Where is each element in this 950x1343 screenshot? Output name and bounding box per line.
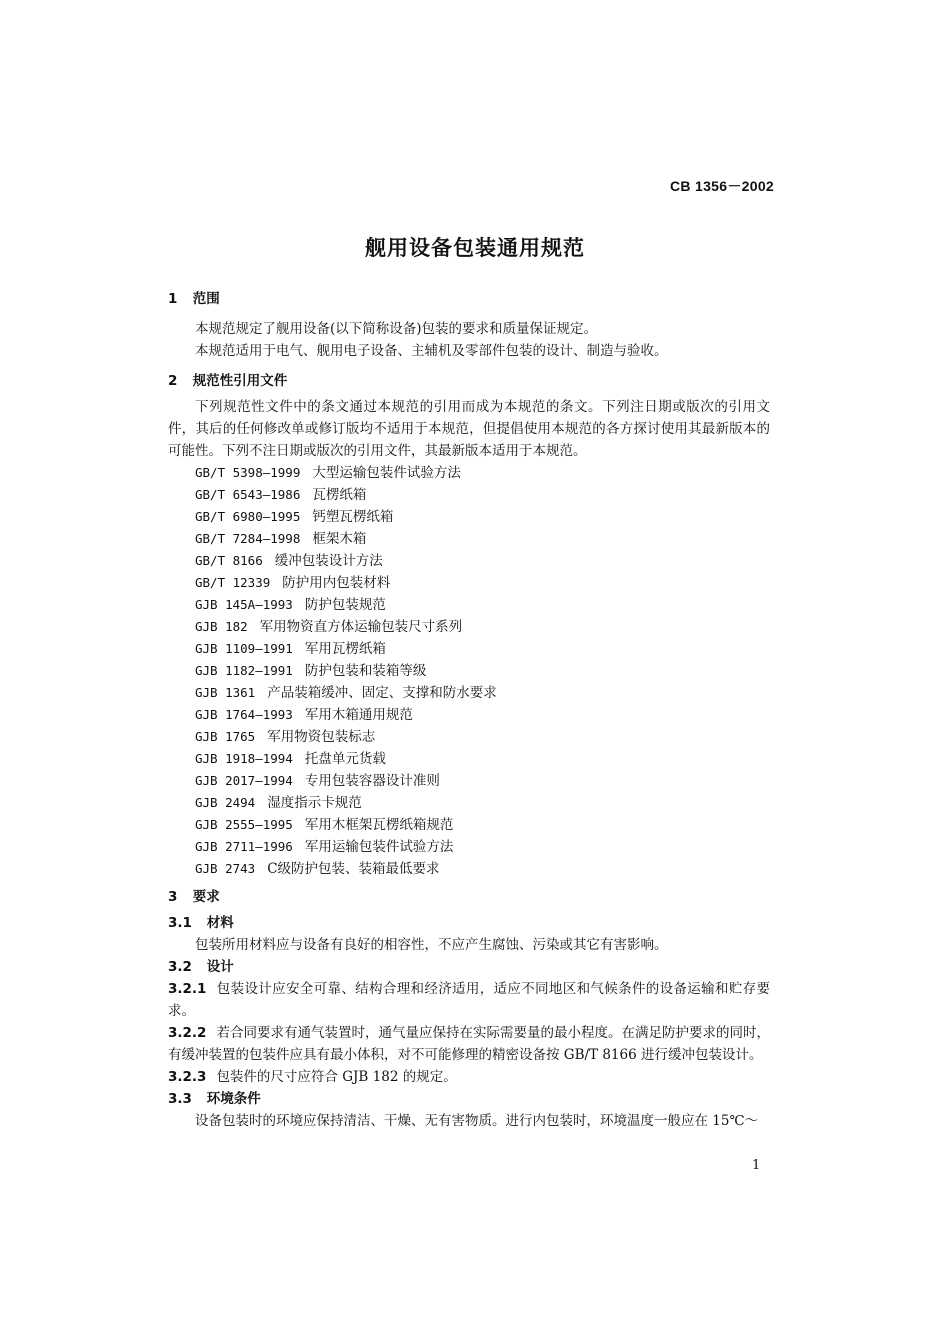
section-2-heading [168,370,770,392]
reference-title: 瓦楞纸箱 [312,487,367,503]
scope-paragraph: 本规范适用于电气、舰用电子设备、主辅机及零部件包装的设计、制造与验收。 [195,343,668,359]
clause-number: 3.2.2 [168,1025,207,1041]
reference-title: 军用瓦楞纸箱 [304,641,386,657]
reference-item [195,462,770,484]
reference-item [195,814,770,836]
reference-item [195,484,770,506]
reference-code: GJB 182 [195,619,248,634]
reference-code: GJB 2555—1995 [195,817,293,832]
clause-number: 3.2.1 [168,981,207,997]
subsection-number: 3.1 [168,915,192,931]
reference-title: 防护包装规范 [304,597,386,613]
reference-title: 防护用内包装材料 [282,575,391,591]
reference-code: GJB 1765 [195,729,256,744]
document-title: 舰用设备包装通用规范 [365,236,585,260]
reference-title: 产品装箱缓冲、固定、支撑和防水要求 [267,685,497,701]
section-title: 要求 [192,889,220,905]
reference-title: 湿度指示卡规范 [267,795,362,811]
reference-code: GB/T 12339 [195,575,271,590]
subsection-title: 设计 [206,959,234,975]
reference-item [195,528,770,550]
reference-item [195,726,770,748]
section-number: 3 [168,889,178,905]
section-title: 范围 [192,291,220,307]
reference-code: GB/T 5398—1999 [195,465,301,480]
reference-title: 军用物资直方体运输包装尺寸系列 [259,619,463,635]
document-code: CB 1356－2002 [670,178,774,194]
reference-title: 缓冲包装设计方法 [274,553,383,569]
reference-code: GB/T 8166 [195,553,263,568]
reference-code: GB/T 6980—1995 [195,509,301,524]
reference-title: 军用木箱通用规范 [304,707,413,723]
subsection-3-3-heading [168,1088,770,1110]
reference-item [195,638,770,660]
clause-3-2-1 [168,978,770,1022]
page-number: 1 [752,1158,761,1173]
reference-item [195,792,770,814]
section-number: 1 [168,291,178,307]
section-number: 2 [168,373,178,389]
section-title: 规范性引用文件 [192,373,288,389]
reference-item [195,616,770,638]
reference-item [195,770,770,792]
reference-list [168,462,770,880]
document-body [168,288,770,1132]
reference-code: GJB 2017—1994 [195,773,293,788]
environment-paragraph: 设备包装时的环境应保持清洁、干燥、无有害物质。进行内包装时，环境温度一般应在 15℃～ [195,1113,759,1129]
reference-item [195,660,770,682]
reference-title: 钙塑瓦楞纸箱 [312,509,394,525]
reference-code: GJB 1918—1994 [195,751,293,766]
reference-title: 军用运输包装件试验方法 [304,839,454,855]
reference-title: 大型运输包装件试验方法 [312,465,461,481]
reference-code: GJB 2711—1996 [195,839,293,854]
reference-title: 军用木框架瓦楞纸箱规范 [304,817,454,833]
reference-code: GB/T 7284—1998 [195,531,301,546]
references-intro: 下列规范性文件中的条文通过本规范的引用而成为本规范的条文。下列注日期或版次的引用文件，其后的任何修改单或修订版均不适用于本规范，但提倡使用本规范的各方探讨使用其最新版本的可能性。下列不注日期或版次的引用文件，其最新版本适用于本规范。 [168,399,770,459]
subsection-title: 环境条件 [206,1091,261,1107]
reference-title: 军用物资包装标志 [267,729,376,745]
subsection-number: 3.3 [168,1091,192,1107]
reference-code: GJB 2743 [195,861,256,876]
reference-item [195,572,770,594]
reference-title: 框架木箱 [312,531,367,547]
reference-code: GJB 1182—1991 [195,663,293,678]
clause-text: 包装件的尺寸应符合 GJB 182 的规定。 [216,1069,457,1085]
subsection-title: 材料 [206,915,234,931]
clause-3-2-3 [168,1066,770,1088]
reference-code: GJB 1361 [195,685,256,700]
subsection-3-2-heading [168,956,770,978]
scope-paragraph: 本规范规定了舰用设备(以下简称设备)包装的要求和质量保证规定。 [195,321,598,337]
section-3-heading [168,886,770,908]
reference-title: C级防护包装、装箱最低要求 [267,861,440,877]
reference-code: GJB 1109—1991 [195,641,293,656]
reference-title: 专用包装容器设计准则 [304,773,440,789]
reference-code: GB/T 6543—1986 [195,487,301,502]
reference-item [195,704,770,726]
clause-number: 3.2.3 [168,1069,207,1085]
reference-code: GJB 2494 [195,795,256,810]
clause-text: 包装设计应安全可靠、结构合理和经济适用，适应不同地区和气候条件的设备运输和贮存要求。 [168,981,770,1019]
reference-item [195,748,770,770]
reference-item [195,858,770,880]
reference-item [195,836,770,858]
reference-code: GJB 1764—1993 [195,707,293,722]
reference-item [195,506,770,528]
section-1-heading [168,288,770,310]
clause-3-2-2 [168,1022,770,1066]
reference-item [195,594,770,616]
materials-paragraph: 包装所用材料应与设备有良好的相容性，不应产生腐蚀、污染或其它有害影响。 [195,937,668,953]
reference-item [195,682,770,704]
reference-item [195,550,770,572]
reference-title: 托盘单元货载 [304,751,386,767]
subsection-number: 3.2 [168,959,192,975]
reference-title: 防护包装和装箱等级 [304,663,427,679]
reference-code: GJB 145A—1993 [195,597,293,612]
subsection-3-1-heading [168,912,770,934]
clause-text: 若合同要求有通气装置时，通气量应保持在实际需要量的最小程度。在满足防护要求的同时，有缓冲装置的包装件应具有最小体积，对不可能修理的精密设备按 GB/T 8166 进行缓冲包装设计。 [168,1025,770,1063]
